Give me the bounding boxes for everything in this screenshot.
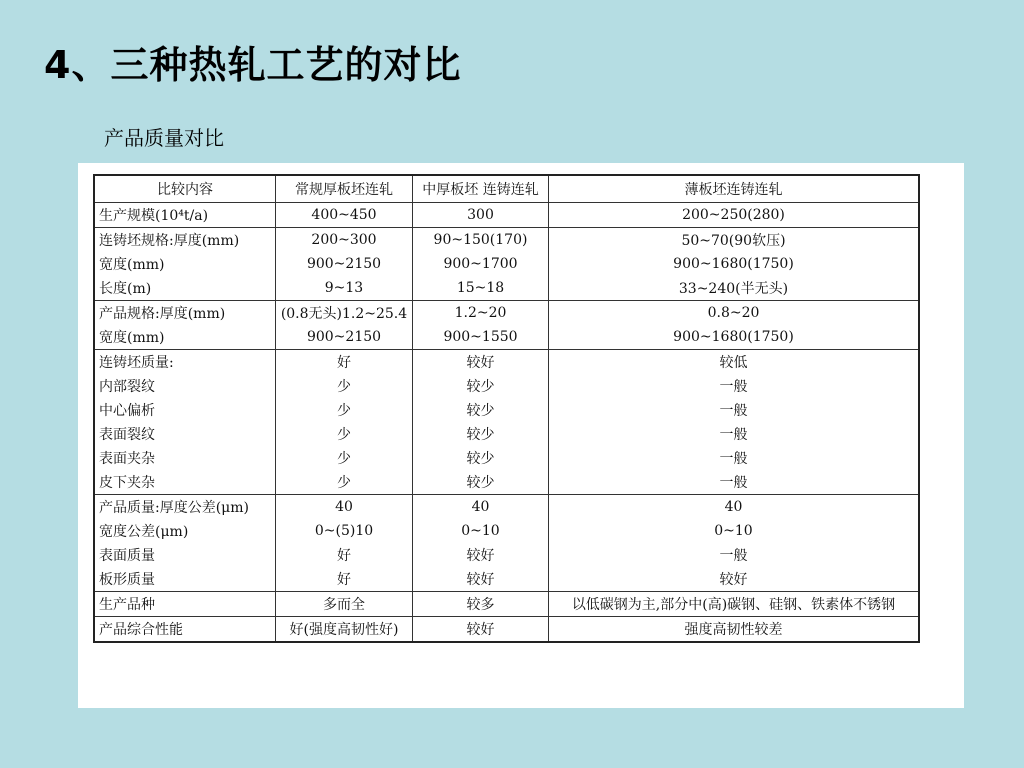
cell-thin-slab: 50~70(90软压) xyxy=(549,228,920,253)
cell-thin-slab: 一般 xyxy=(549,470,920,495)
cell-thin-slab: 一般 xyxy=(549,446,920,470)
cell-thin-slab: 较好 xyxy=(549,567,920,592)
table-row xyxy=(94,398,919,422)
table-row xyxy=(94,203,919,228)
cell-conventional: 9~13 xyxy=(276,276,413,301)
table-row xyxy=(94,350,919,375)
cell-conventional: 好(强度高韧性好) xyxy=(276,617,413,643)
table-row xyxy=(94,495,919,520)
cell-conventional: 40 xyxy=(276,495,413,520)
cell-thin-slab: 以低碳钢为主,部分中(高)碳钢、硅钢、铁素体不锈钢 xyxy=(549,592,920,617)
table-row xyxy=(94,301,919,326)
cell-thin-slab: 一般 xyxy=(549,398,920,422)
cell-medium-slab: 900~1700 xyxy=(413,252,549,276)
cell-conventional: 900~2150 xyxy=(276,252,413,276)
cell-medium-slab: 300 xyxy=(413,203,549,228)
header-cell: 薄板坯连铸连轧 xyxy=(549,175,920,203)
slide-title: 4、三种热轧工艺的对比 xyxy=(44,43,462,87)
cell-medium-slab: 较少 xyxy=(413,398,549,422)
table-row xyxy=(94,446,919,470)
comparison-table-card xyxy=(78,163,964,708)
cell-thin-slab: 40 xyxy=(549,495,920,520)
comparison-table xyxy=(93,174,920,643)
cell-conventional: 少 xyxy=(276,470,413,495)
cell-thin-slab: 200~250(280) xyxy=(549,203,920,228)
row-label: 连铸坯质量: xyxy=(94,350,276,375)
row-label: 皮下夹杂 xyxy=(94,470,276,495)
table-row xyxy=(94,470,919,495)
cell-medium-slab: 900~1550 xyxy=(413,325,549,350)
header-cell: 常规厚板坯连轧 xyxy=(276,175,413,203)
table-row xyxy=(94,543,919,567)
cell-conventional: 少 xyxy=(276,374,413,398)
row-label: 表面裂纹 xyxy=(94,422,276,446)
cell-thin-slab: 0~10 xyxy=(549,519,920,543)
header-cell: 中厚板坯 连铸连轧 xyxy=(413,175,549,203)
table-row xyxy=(94,617,919,643)
cell-conventional: (0.8无头)1.2~25.4 xyxy=(276,301,413,326)
row-label: 内部裂纹 xyxy=(94,374,276,398)
row-label: 表面夹杂 xyxy=(94,446,276,470)
cell-thin-slab: 一般 xyxy=(549,374,920,398)
row-label: 宽度(mm) xyxy=(94,325,276,350)
row-label: 产品综合性能 xyxy=(94,617,276,643)
cell-medium-slab: 40 xyxy=(413,495,549,520)
cell-thin-slab: 一般 xyxy=(549,543,920,567)
header-cell: 比较内容 xyxy=(94,175,276,203)
table-row xyxy=(94,276,919,301)
cell-medium-slab: 1.2~20 xyxy=(413,301,549,326)
cell-thin-slab: 33~240(半无头) xyxy=(549,276,920,301)
row-label: 生产规模(10⁴t/a) xyxy=(94,203,276,228)
cell-medium-slab: 0~10 xyxy=(413,519,549,543)
cell-conventional: 0~(5)10 xyxy=(276,519,413,543)
cell-conventional: 好 xyxy=(276,567,413,592)
cell-thin-slab: 强度高韧性较差 xyxy=(549,617,920,643)
row-label: 中心偏析 xyxy=(94,398,276,422)
cell-medium-slab: 较好 xyxy=(413,617,549,643)
row-label: 连铸坯规格:厚度(mm) xyxy=(94,228,276,253)
cell-medium-slab: 较好 xyxy=(413,543,549,567)
cell-medium-slab: 较少 xyxy=(413,470,549,495)
cell-thin-slab: 0.8~20 xyxy=(549,301,920,326)
row-label: 板形质量 xyxy=(94,567,276,592)
row-label: 产品规格:厚度(mm) xyxy=(94,301,276,326)
table-header-row xyxy=(94,175,919,203)
cell-medium-slab: 较多 xyxy=(413,592,549,617)
cell-conventional: 多而全 xyxy=(276,592,413,617)
row-label: 长度(m) xyxy=(94,276,276,301)
table-row xyxy=(94,519,919,543)
cell-medium-slab: 较少 xyxy=(413,374,549,398)
cell-medium-slab: 较好 xyxy=(413,567,549,592)
table-row xyxy=(94,374,919,398)
cell-medium-slab: 较少 xyxy=(413,422,549,446)
cell-conventional: 400~450 xyxy=(276,203,413,228)
cell-thin-slab: 较低 xyxy=(549,350,920,375)
table-row xyxy=(94,228,919,253)
cell-conventional: 少 xyxy=(276,446,413,470)
table-row xyxy=(94,567,919,592)
cell-conventional: 好 xyxy=(276,350,413,375)
cell-medium-slab: 90~150(170) xyxy=(413,228,549,253)
row-label: 产品质量:厚度公差(μm) xyxy=(94,495,276,520)
row-label: 生产品种 xyxy=(94,592,276,617)
table-caption: 产品质量对比 xyxy=(104,126,224,150)
row-label: 表面质量 xyxy=(94,543,276,567)
cell-thin-slab: 一般 xyxy=(549,422,920,446)
cell-conventional: 少 xyxy=(276,422,413,446)
cell-conventional: 900~2150 xyxy=(276,325,413,350)
row-label: 宽度公差(μm) xyxy=(94,519,276,543)
table-row xyxy=(94,325,919,350)
cell-conventional: 200~300 xyxy=(276,228,413,253)
cell-thin-slab: 900~1680(1750) xyxy=(549,252,920,276)
cell-medium-slab: 较少 xyxy=(413,446,549,470)
table-row xyxy=(94,422,919,446)
cell-medium-slab: 较好 xyxy=(413,350,549,375)
cell-conventional: 少 xyxy=(276,398,413,422)
cell-conventional: 好 xyxy=(276,543,413,567)
cell-medium-slab: 15~18 xyxy=(413,276,549,301)
row-label: 宽度(mm) xyxy=(94,252,276,276)
table-row xyxy=(94,592,919,617)
cell-thin-slab: 900~1680(1750) xyxy=(549,325,920,350)
table-row xyxy=(94,252,919,276)
